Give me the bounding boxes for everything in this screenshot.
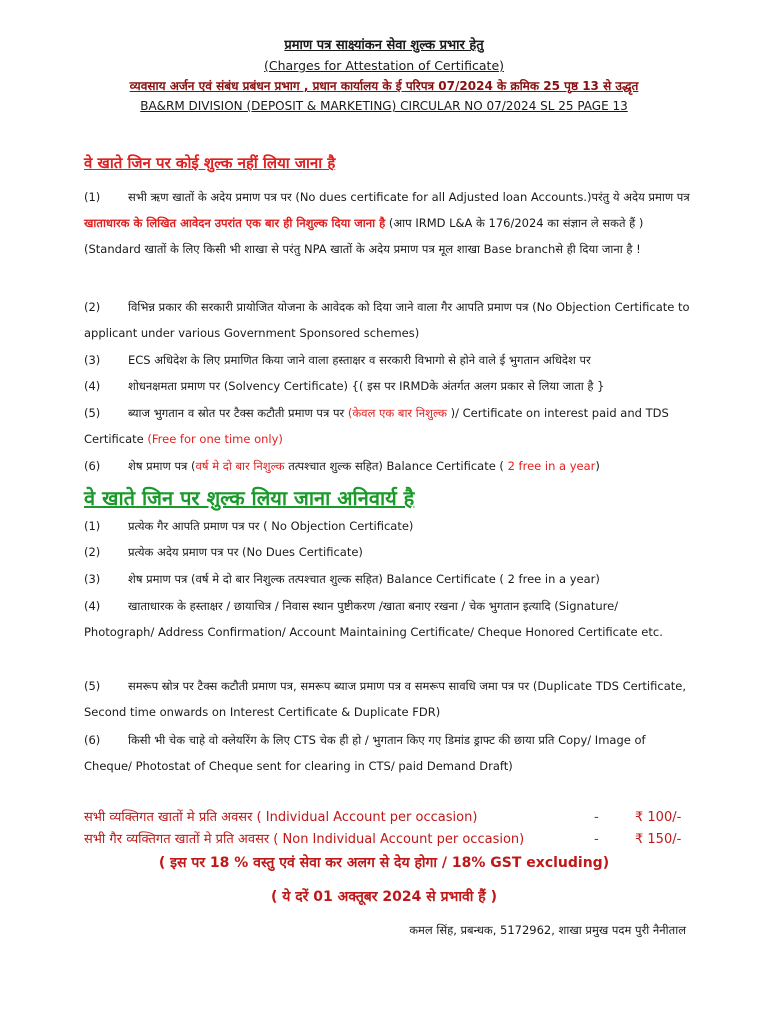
circular-reference-english: BA&RM DIVISION (DEPOSIT & MARKETING) CIRCULAR NO 07/2024 SL 25 PAGE 13 — [140, 99, 628, 113]
free-item-2 — [84, 294, 690, 346]
item-highlight: वर्ष मे दो बार निशुल्क — [195, 459, 285, 473]
item-number: (3) — [84, 353, 101, 367]
free-section-heading: वे खाते जिन पर कोई शुल्क नहीं लिया जाना है — [84, 154, 336, 172]
item-highlight: (केवल एक बार निशुल्क — [347, 406, 447, 420]
item-text: शेष प्रमाण पत्र (वर्ष मे दो बार निशुल्क तत्पश्चात शुल्क सहित) Balance Certificate ( 2 free in a year) — [128, 572, 600, 586]
item-number: (3) — [84, 572, 101, 586]
paid-section-heading: वे खाते जिन पर शुल्क लिया जाना अनिवार्य है — [84, 486, 415, 510]
item-text: प्रत्येक गैर आपति प्रमाण पत्र पर ( No Objection Certificate) — [128, 519, 414, 533]
item-text: तत्पश्चात शुल्क सहित) Balance Certificate ( — [284, 459, 508, 473]
item-text: विभिन्न प्रकार की सरकारी प्रायोजित योजना के आवेदक को दिया जाने वाला गैर आपति प्रमाण पत्र (No Objection Certificate to applicant under various Government Sponsored schemes) — [84, 300, 690, 340]
item-text: ECS अधिदेश के लिए प्रमाणित किया जाने वाला हस्ताक्षर व सरकारी विभागो से होने वाले ई भुगतान अधिदेश पर — [128, 353, 591, 367]
item-text: ब्याज भुगतान व स्रोत पर टैक्स कटौती प्रमाण पत्र पर — [128, 406, 348, 420]
item-number: (1) — [84, 519, 101, 533]
item-number: (5) — [84, 679, 101, 693]
rate-amount: ₹ 150/- — [635, 832, 682, 847]
item-text: ) — [595, 459, 600, 473]
paid-item-2 — [84, 539, 690, 565]
item-text: शेष प्रमाण पत्र ( — [128, 459, 196, 473]
item-number: (2) — [84, 545, 101, 559]
rate-label: सभी व्यक्तिगत खातों मे प्रति अवसर ( Individual Account per occasion) — [84, 810, 478, 825]
rate-amount: ₹ 100/- — [635, 810, 682, 825]
item-highlight: 2 free in a year — [507, 459, 596, 473]
paid-item-3 — [84, 566, 690, 592]
item-highlight: खाताधारक के लिखित आवेदन उपरांत एक बार ही निशुल्क दिया जाना है — [84, 216, 386, 230]
gst-note: ( इस पर 18 % वस्तु एवं सेवा कर अलग से देय होगा / 18% GST excluding) — [158, 855, 610, 871]
item-number: (6) — [84, 459, 101, 473]
effective-date-note: ( ये दरें 01 अक्तूबर 2024 से प्रभावी हैं ) — [270, 889, 498, 905]
doc-subtitle: (Charges for Attestation of Certificate) — [263, 58, 505, 73]
item-number: (2) — [84, 300, 101, 314]
item-text: शोधनक्षमता प्रमाण पर (Solvency Certificate) {( इस पर IRMDके अंतर्गत अलग प्रकार से लिया जाता है } — [128, 379, 605, 393]
free-item-3 — [84, 347, 690, 373]
signature-line: कमल सिंह, प्रबन्धक, 5172962, शाखा प्रमुख पदम पुरी नैनीताल — [409, 923, 686, 937]
item-text: प्रत्येक अदेय प्रमाण पत्र पर (No Dues Certificate) — [128, 545, 363, 559]
item-number: (6) — [84, 733, 101, 747]
item-text: सभी ऋण खातों के अदेय प्रमाण पत्र पर (No dues certificate for all Adjusted loan Accounts.)परंतु ये अदेय प्रमाण पत्र — [128, 190, 690, 204]
free-item-1 — [84, 184, 690, 262]
rate-dash: - — [594, 810, 599, 825]
rate-dash: - — [594, 832, 599, 847]
item-text: किसी भी चेक चाहे वो क्लेयरिंग के लिए CTS चेक ही हो / भुगतान किए गए डिमांड ड्राफ्ट की छाया प्रति Copy/ Image of Cheque/ Photostat of Cheque sent for clearing in CTS/ paid Demand Draft) — [84, 733, 646, 773]
paid-item-5 — [84, 673, 690, 725]
paid-item-1 — [84, 513, 690, 539]
circular-reference-hindi: व्यवसाय अर्जन एवं संबंध प्रबंधन प्रभाग , प्रधान कार्यालय के ई परिपत्र 07/2024 के क्रमिक 25 पृष्ठ 13 से उद्धृत — [129, 79, 639, 93]
free-item-6 — [84, 453, 690, 479]
item-text: समरूप स्रोत्र पर टैक्स कटौती प्रमाण पत्र, समरूप ब्याज प्रमाण पत्र व समरूप सावधि जमा पत्र पर (Duplicate TDS Certificate, Second time onwards on Interest Certificate & Duplicate FDR) — [84, 679, 686, 719]
item-text: (आप IRMD L&A के 176/2024 का संज्ञान ले सकते हैं )(Standard खातों के लिए किसी भी शाखा से परंतु NPA खातों के अदेय प्रमाण पत्र मूल शाखा Base branchसे ही दिया जाना है ! — [84, 216, 644, 256]
paid-item-4 — [84, 593, 690, 645]
header-block — [0, 36, 768, 116]
item-number: (4) — [84, 379, 101, 393]
item-text: )/ Certificate on interest paid and TDS Certificate — [84, 406, 669, 446]
item-text: खाताधारक के हस्ताक्षर / छायाचित्र / निवास स्थान पुष्टीकरण /खाता बनाए रखना / चेक भुगतान इत्यादि (Signature/ Photograph/ Address Confirmation/ Account Maintaining Certificate/ Cheque Honored Certificate etc. — [84, 599, 663, 639]
rate-row-individual — [84, 808, 682, 828]
rate-row-non-individual — [84, 830, 682, 850]
free-item-4 — [84, 373, 690, 399]
doc-title: प्रमाण पत्र साक्ष्यांकन सेवा शुल्क प्रभार हेतु — [284, 38, 484, 53]
item-number: (1) — [84, 190, 101, 204]
free-item-5 — [84, 400, 690, 452]
item-highlight: (Free for one time only) — [147, 432, 283, 446]
item-number: (4) — [84, 599, 101, 613]
rate-label: सभी गैर व्यक्तिगत खातों मे प्रति अवसर ( Non Individual Account per occasion) — [84, 832, 525, 847]
paid-item-6 — [84, 727, 690, 779]
item-number: (5) — [84, 406, 101, 420]
